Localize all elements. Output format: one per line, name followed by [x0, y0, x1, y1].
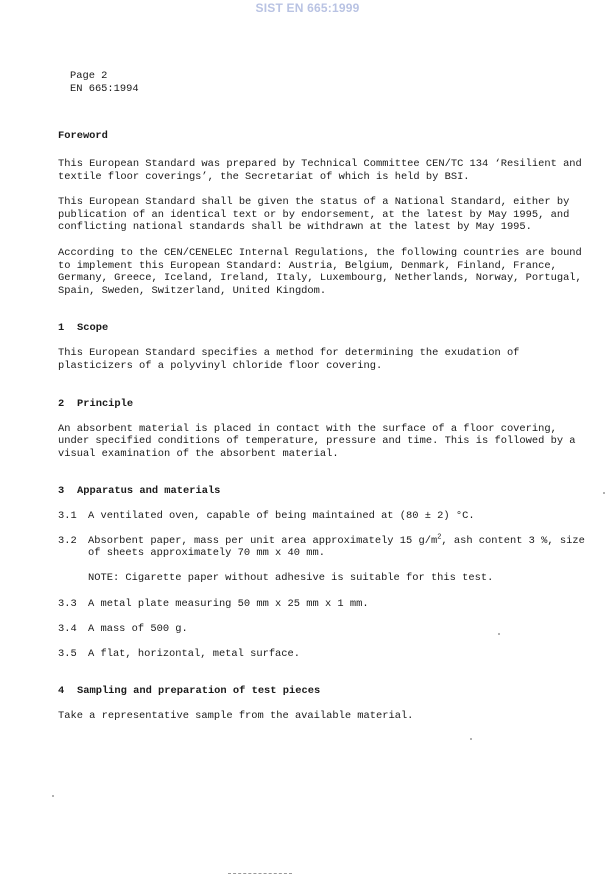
section-title: Scope	[77, 322, 109, 335]
page-header	[70, 70, 588, 96]
scan-speck	[498, 633, 500, 635]
scan-speck	[470, 738, 472, 740]
item-text	[88, 535, 588, 559]
superscript: 2	[437, 533, 442, 542]
foreword-paragraph: According to the CEN/CENELEC Internal Regulations, the following countries are bound to implement this European Standard: Austria, Belgium, Denmark, Finland, France, Germany, Greece, Iceland, Ireland, Italy, Luxembourg, Netherlands, Norway, Portugal, Spain, Sweden, Switzerland, United Kingdom.	[58, 246, 582, 297]
foreword-heading: Foreword	[58, 130, 108, 142]
page-number: Page 2	[70, 70, 108, 82]
item-text: A metal plate measuring 50 mm x 25 mm x 1 mm.	[88, 597, 369, 610]
bottom-rule	[228, 873, 292, 874]
scope-text: This European Standard specifies a method for determining the exudation of plasticizers of a polyvinyl chloride floor covering.	[58, 347, 520, 372]
item-text-part: Absorbent paper, mass per unit area approximately 15 g/m	[88, 535, 438, 548]
section-number: 4	[58, 684, 65, 697]
item-text-part: , ash content 3 %, size of sheets approximately 70 mm x 40 mm.	[88, 535, 585, 560]
standard-id: EN 665:1994	[70, 83, 139, 95]
scan-speck	[52, 795, 54, 797]
scan-speck	[603, 492, 605, 494]
section-number: 3	[58, 485, 65, 498]
section-heading-principle	[58, 398, 588, 410]
section-heading-sampling	[58, 685, 588, 697]
watermark: SIST EN 665:1999	[255, 1, 360, 15]
section-title: Apparatus and materials	[77, 485, 221, 498]
principle-text: An absorbent material is placed in contact with the surface of a floor covering, under specified conditions of temperature, pressure and time. This is followed by a visual examination of the absorbent material.	[58, 422, 576, 460]
list-item	[58, 598, 588, 610]
list-item	[58, 510, 588, 522]
sampling-text: Take a representative sample from the available material.	[58, 709, 414, 722]
item-number: 3.5	[58, 647, 77, 660]
foreword-paragraph: This European Standard was prepared by Technical Committee CEN/TC 134 ‘Resilient and textile floor coverings’, the Secretariat of which is held by BSI.	[58, 158, 582, 183]
item-number: 3.1	[58, 510, 77, 523]
section-heading-apparatus	[58, 485, 588, 497]
section-number: 2	[58, 397, 65, 410]
item-text: A ventilated oven, capable of being maintained at (80 ± 2) °C.	[88, 510, 475, 523]
item-number: 3.3	[58, 597, 77, 610]
note: NOTE: Cigarette paper without adhesive is suitable for this test.	[88, 572, 494, 585]
list-item	[58, 648, 588, 660]
item-number: 3.4	[58, 622, 77, 635]
document-page	[58, 70, 588, 723]
list-item	[58, 623, 588, 635]
section-title: Principle	[77, 397, 134, 410]
item-number: 3.2	[58, 535, 77, 548]
section-heading-scope	[58, 322, 588, 334]
item-text: A mass of 500 g.	[88, 622, 188, 635]
section-title: Sampling and preparation of test pieces	[77, 684, 321, 697]
list-item	[58, 535, 588, 559]
foreword-paragraph: This European Standard shall be given the status of a National Standard, either by publication of an identical text or by endorsement, at the latest by May 1995, and conflicting national standards shall be withdrawn at the latest by May 1995.	[58, 196, 570, 234]
section-number: 1	[58, 322, 65, 335]
item-text: A flat, horizontal, metal surface.	[88, 647, 301, 660]
